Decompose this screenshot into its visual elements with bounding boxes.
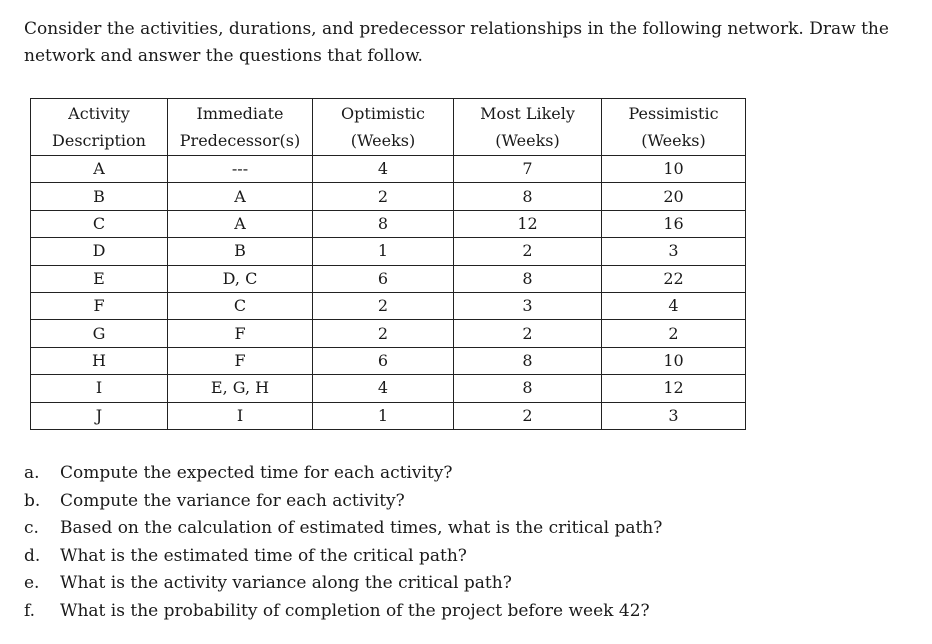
header-line: Pessimistic bbox=[628, 104, 719, 123]
cell-most-likely: 8 bbox=[454, 183, 602, 210]
question-text: What is the estimated time of the critical path? bbox=[60, 545, 467, 566]
table-row bbox=[31, 320, 746, 347]
cell-pessimistic: 12 bbox=[602, 375, 746, 402]
table-row bbox=[31, 210, 746, 237]
header-optimistic bbox=[313, 99, 454, 156]
question-item bbox=[24, 543, 662, 571]
question-marker: a. bbox=[24, 463, 40, 483]
header-line: (Weeks) bbox=[641, 131, 706, 150]
cell-predecessors: A bbox=[168, 210, 313, 237]
cell-activity: F bbox=[31, 292, 168, 319]
cell-optimistic: 2 bbox=[313, 183, 454, 210]
intro-text: Consider the activities, durations, and predecessor relationships in the following network. Draw the network and answer the questions that follow. bbox=[24, 19, 889, 66]
cell-optimistic: 2 bbox=[313, 320, 454, 347]
cell-predecessors: C bbox=[168, 292, 313, 319]
cell-predecessors: D, C bbox=[168, 265, 313, 292]
cell-activity: I bbox=[31, 375, 168, 402]
cell-pessimistic: 3 bbox=[602, 402, 746, 429]
activity-table bbox=[30, 98, 746, 430]
questions-list bbox=[24, 460, 662, 625]
header-pessimistic bbox=[602, 99, 746, 156]
question-marker: c. bbox=[24, 518, 39, 538]
cell-optimistic: 1 bbox=[313, 238, 454, 265]
header-activity-description bbox=[31, 99, 168, 156]
cell-pessimistic: 22 bbox=[602, 265, 746, 292]
header-line: (Weeks) bbox=[350, 131, 416, 150]
cell-predecessors: A bbox=[168, 183, 313, 210]
question-item bbox=[24, 570, 662, 598]
table-row bbox=[31, 402, 746, 429]
cell-predecessors: F bbox=[168, 347, 313, 374]
header-line: Description bbox=[52, 131, 146, 150]
cell-pessimistic: 3 bbox=[602, 238, 746, 265]
header-line: (Weeks) bbox=[495, 131, 560, 150]
question-text: What is the probability of completion of the project before week 42? bbox=[60, 600, 650, 621]
cell-activity: D bbox=[31, 238, 168, 265]
cell-predecessors: E, G, H bbox=[168, 375, 313, 402]
cell-most-likely: 8 bbox=[454, 375, 602, 402]
table-row bbox=[31, 183, 746, 210]
header-line: Most Likely bbox=[480, 104, 575, 123]
table-row bbox=[31, 265, 746, 292]
question-item bbox=[24, 515, 662, 543]
cell-activity: J bbox=[31, 402, 168, 429]
question-text: What is the activity variance along the critical path? bbox=[60, 573, 512, 593]
cell-activity: A bbox=[31, 156, 168, 183]
cell-pessimistic: 16 bbox=[602, 210, 746, 237]
cell-activity: B bbox=[31, 183, 168, 210]
question-marker: e. bbox=[24, 573, 40, 593]
cell-predecessors: B bbox=[168, 238, 313, 265]
question-marker: f. bbox=[24, 600, 36, 621]
cell-activity: H bbox=[31, 347, 168, 374]
table-row bbox=[31, 347, 746, 374]
cell-predecessors: I bbox=[168, 402, 313, 429]
question-item bbox=[24, 598, 662, 626]
cell-activity: C bbox=[31, 210, 168, 237]
cell-most-likely: 12 bbox=[454, 210, 602, 237]
cell-pessimistic: 10 bbox=[602, 156, 746, 183]
cell-most-likely: 7 bbox=[454, 156, 602, 183]
cell-optimistic: 6 bbox=[313, 347, 454, 374]
table-header-row bbox=[31, 99, 746, 156]
table-row bbox=[31, 156, 746, 183]
question-item bbox=[24, 460, 662, 488]
header-line: Predecessor(s) bbox=[179, 131, 301, 150]
question-item bbox=[24, 488, 662, 516]
cell-optimistic: 6 bbox=[313, 265, 454, 292]
cell-pessimistic: 4 bbox=[602, 292, 746, 319]
cell-pessimistic: 20 bbox=[602, 183, 746, 210]
header-line: Immediate bbox=[196, 104, 284, 123]
cell-most-likely: 3 bbox=[454, 292, 602, 319]
cell-pessimistic: 10 bbox=[602, 347, 746, 374]
cell-most-likely: 8 bbox=[454, 347, 602, 374]
cell-most-likely: 2 bbox=[454, 402, 602, 429]
cell-pessimistic: 2 bbox=[602, 320, 746, 347]
header-line: Activity bbox=[68, 104, 130, 123]
cell-optimistic: 2 bbox=[313, 292, 454, 319]
cell-predecessors: --- bbox=[168, 156, 313, 183]
cell-activity: G bbox=[31, 320, 168, 347]
header-most-likely bbox=[454, 99, 602, 156]
cell-most-likely: 2 bbox=[454, 320, 602, 347]
cell-optimistic: 8 bbox=[313, 210, 454, 237]
cell-predecessors: F bbox=[168, 320, 313, 347]
cell-optimistic: 4 bbox=[313, 156, 454, 183]
question-marker: d. bbox=[24, 545, 41, 566]
cell-optimistic: 4 bbox=[313, 375, 454, 402]
cell-most-likely: 2 bbox=[454, 238, 602, 265]
cell-most-likely: 8 bbox=[454, 265, 602, 292]
table-row bbox=[31, 238, 746, 265]
table-row bbox=[31, 292, 746, 319]
question-marker: b. bbox=[24, 490, 41, 511]
cell-optimistic: 1 bbox=[313, 402, 454, 429]
question-text: Based on the calculation of estimated times, what is the critical path? bbox=[60, 518, 663, 538]
question-text: Compute the expected time for each activity? bbox=[60, 463, 453, 483]
header-line: Optimistic bbox=[341, 104, 425, 123]
header-immediate-predecessors bbox=[168, 99, 313, 156]
cell-activity: E bbox=[31, 265, 168, 292]
question-text: Compute the variance for each activity? bbox=[60, 490, 405, 511]
table-row bbox=[31, 375, 746, 402]
